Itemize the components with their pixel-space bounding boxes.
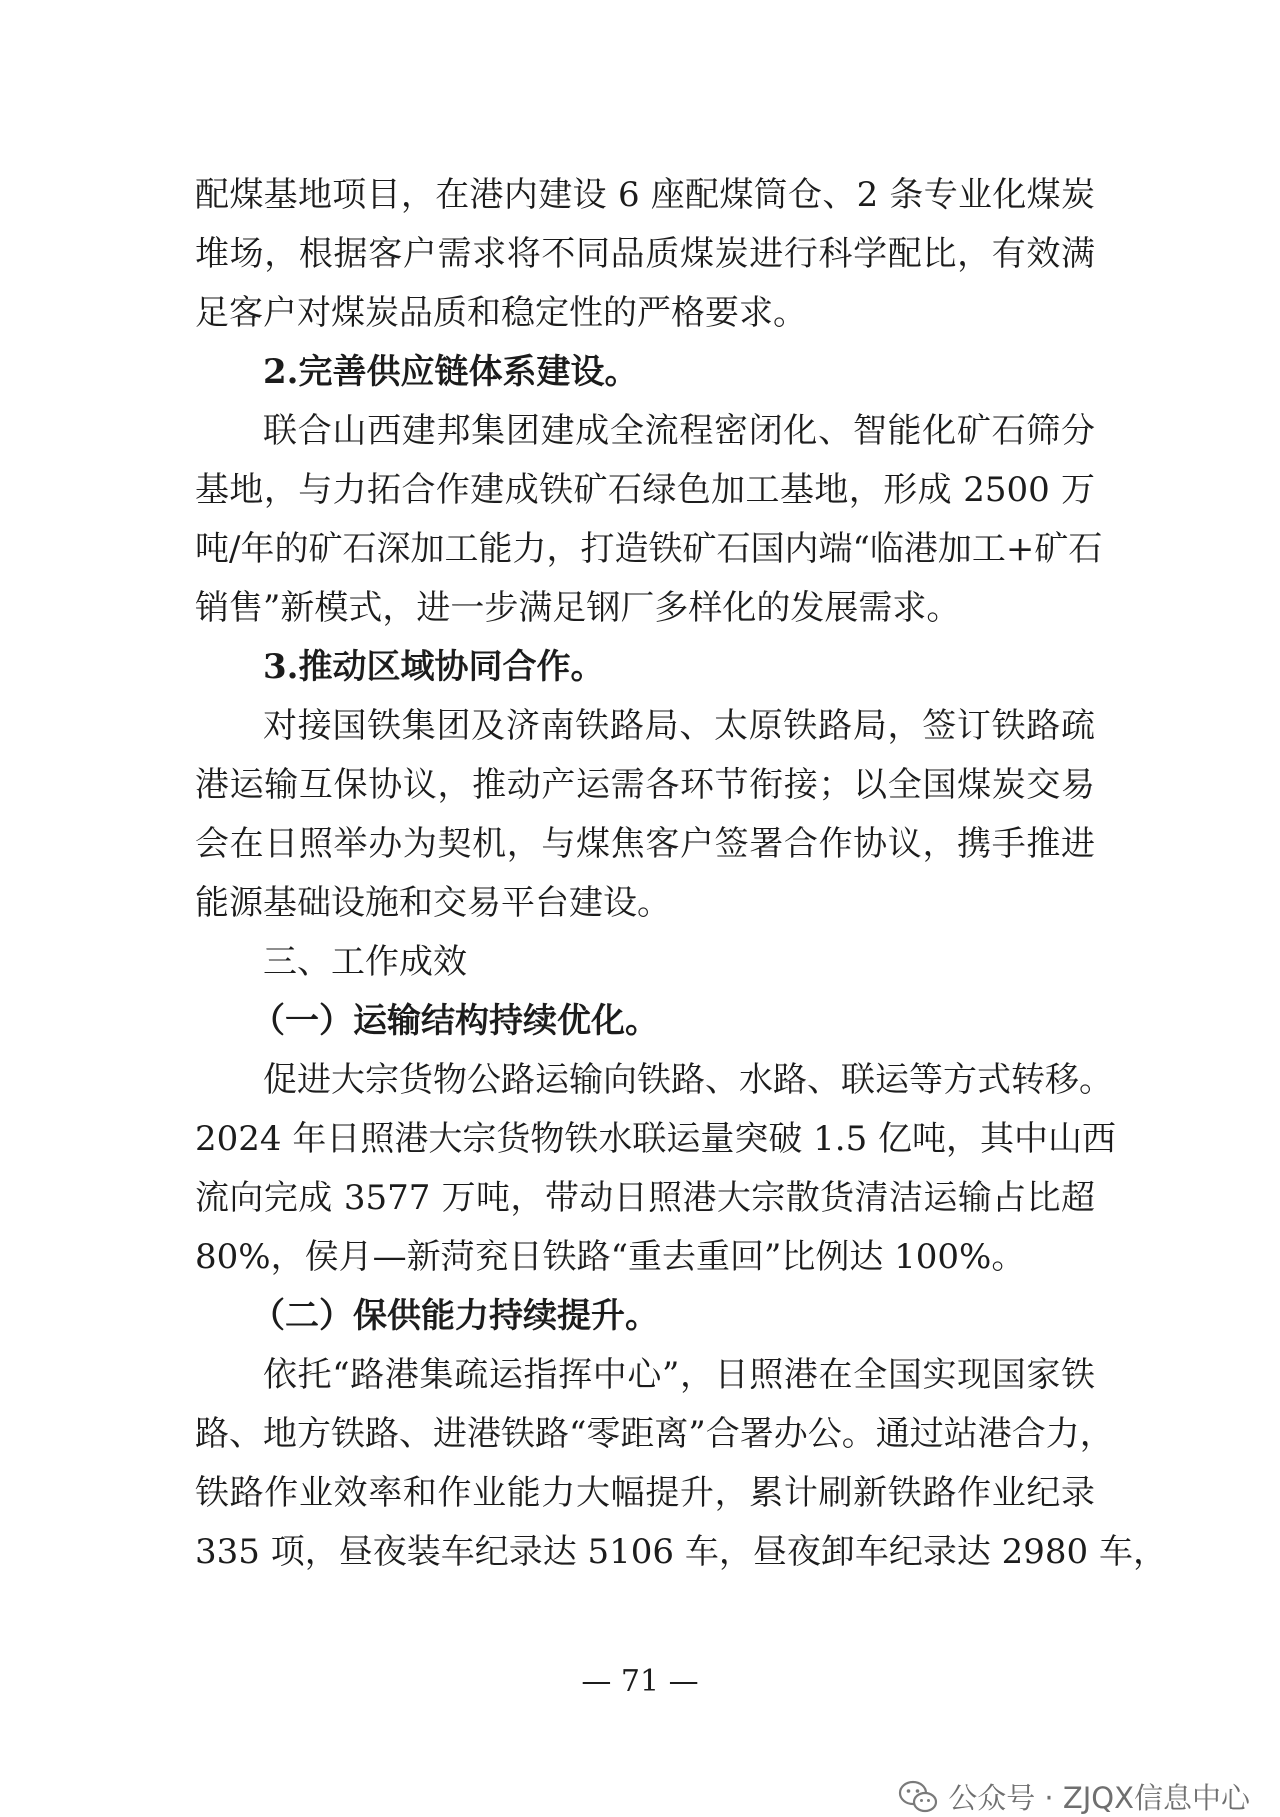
section-heading: 三、工作成效 xyxy=(263,942,467,982)
body-line: 能源基础设施和交易平台建设。 xyxy=(195,883,671,923)
body-line: 堆场，根据客户需求将不同品质煤炭进行科学配比，有效满 xyxy=(195,234,1095,274)
body-line: 80%，侯月—新菏兖日铁路“重去重回”比例达 100%。 xyxy=(195,1237,1026,1277)
body-line: 足客户对煤炭品质和稳定性的严格要求。 xyxy=(195,293,807,333)
body-line: 港运输互保协议，推动产运需各环节衔接；以全国煤炭交易 xyxy=(195,765,1095,805)
body-line: 335 项，昼夜装车纪录达 5106 车，昼夜卸车纪录达 2980 车， xyxy=(195,1532,1167,1572)
paragraph-first-line: 促进大宗货物公路运输向铁路、水路、联运等方式转移。 xyxy=(263,1060,1113,1100)
watermark xyxy=(898,1776,1250,1817)
body-line: 配煤基地项目，在港内建设 6 座配煤筒仓、2 条专业化煤炭 xyxy=(195,175,1095,215)
body-line: 流向完成 3577 万吨，带动日照港大宗散货清洁运输占比超 xyxy=(195,1178,1095,1218)
paragraph-first-line: 对接国铁集团及济南铁路局、太原铁路局，签订铁路疏 xyxy=(263,706,1095,746)
body-line: 路、地方铁路、进港铁路“零距离”合署办公。通过站港合力， xyxy=(195,1414,1114,1454)
body-line: 铁路作业效率和作业能力大幅提升，累计刷新铁路作业纪录 xyxy=(195,1473,1095,1513)
subsection-heading: 3.推动区域协同合作。 xyxy=(263,647,605,687)
subsection-heading: 2.完善供应链体系建设。 xyxy=(263,352,639,392)
paragraph-first-line: 依托“路港集疏运指挥中心”，日照港在全国实现国家铁 xyxy=(263,1355,1095,1395)
paragraph-first-line: 联合山西建邦集团建成全流程密闭化、智能化矿石筛分 xyxy=(263,411,1095,451)
body-line: 基地，与力拓合作建成铁矿石绿色加工基地，形成 2500 万 xyxy=(195,470,1095,510)
wechat-icon xyxy=(898,1780,938,1814)
subsection-heading: （二）保供能力持续提升。 xyxy=(251,1296,659,1336)
subsection-heading: （一）运输结构持续优化。 xyxy=(251,1001,659,1041)
body-line: 销售”新模式，进一步满足钢厂多样化的发展需求。 xyxy=(195,588,961,628)
page-number: — 71 — xyxy=(581,1664,699,1699)
watermark-text: 公众号 · ZJQX信息中心 xyxy=(948,1781,1250,1815)
body-line: 吨/年的矿石深加工能力，打造铁矿石国内端“临港加工+矿石 xyxy=(195,529,1103,569)
body-line: 会在日照举办为契机，与煤焦客户签署合作协议，携手推进 xyxy=(195,824,1095,864)
body-line: 2024 年日照港大宗货物铁水联运量突破 1.5 亿吨，其中山西 xyxy=(195,1119,1117,1159)
